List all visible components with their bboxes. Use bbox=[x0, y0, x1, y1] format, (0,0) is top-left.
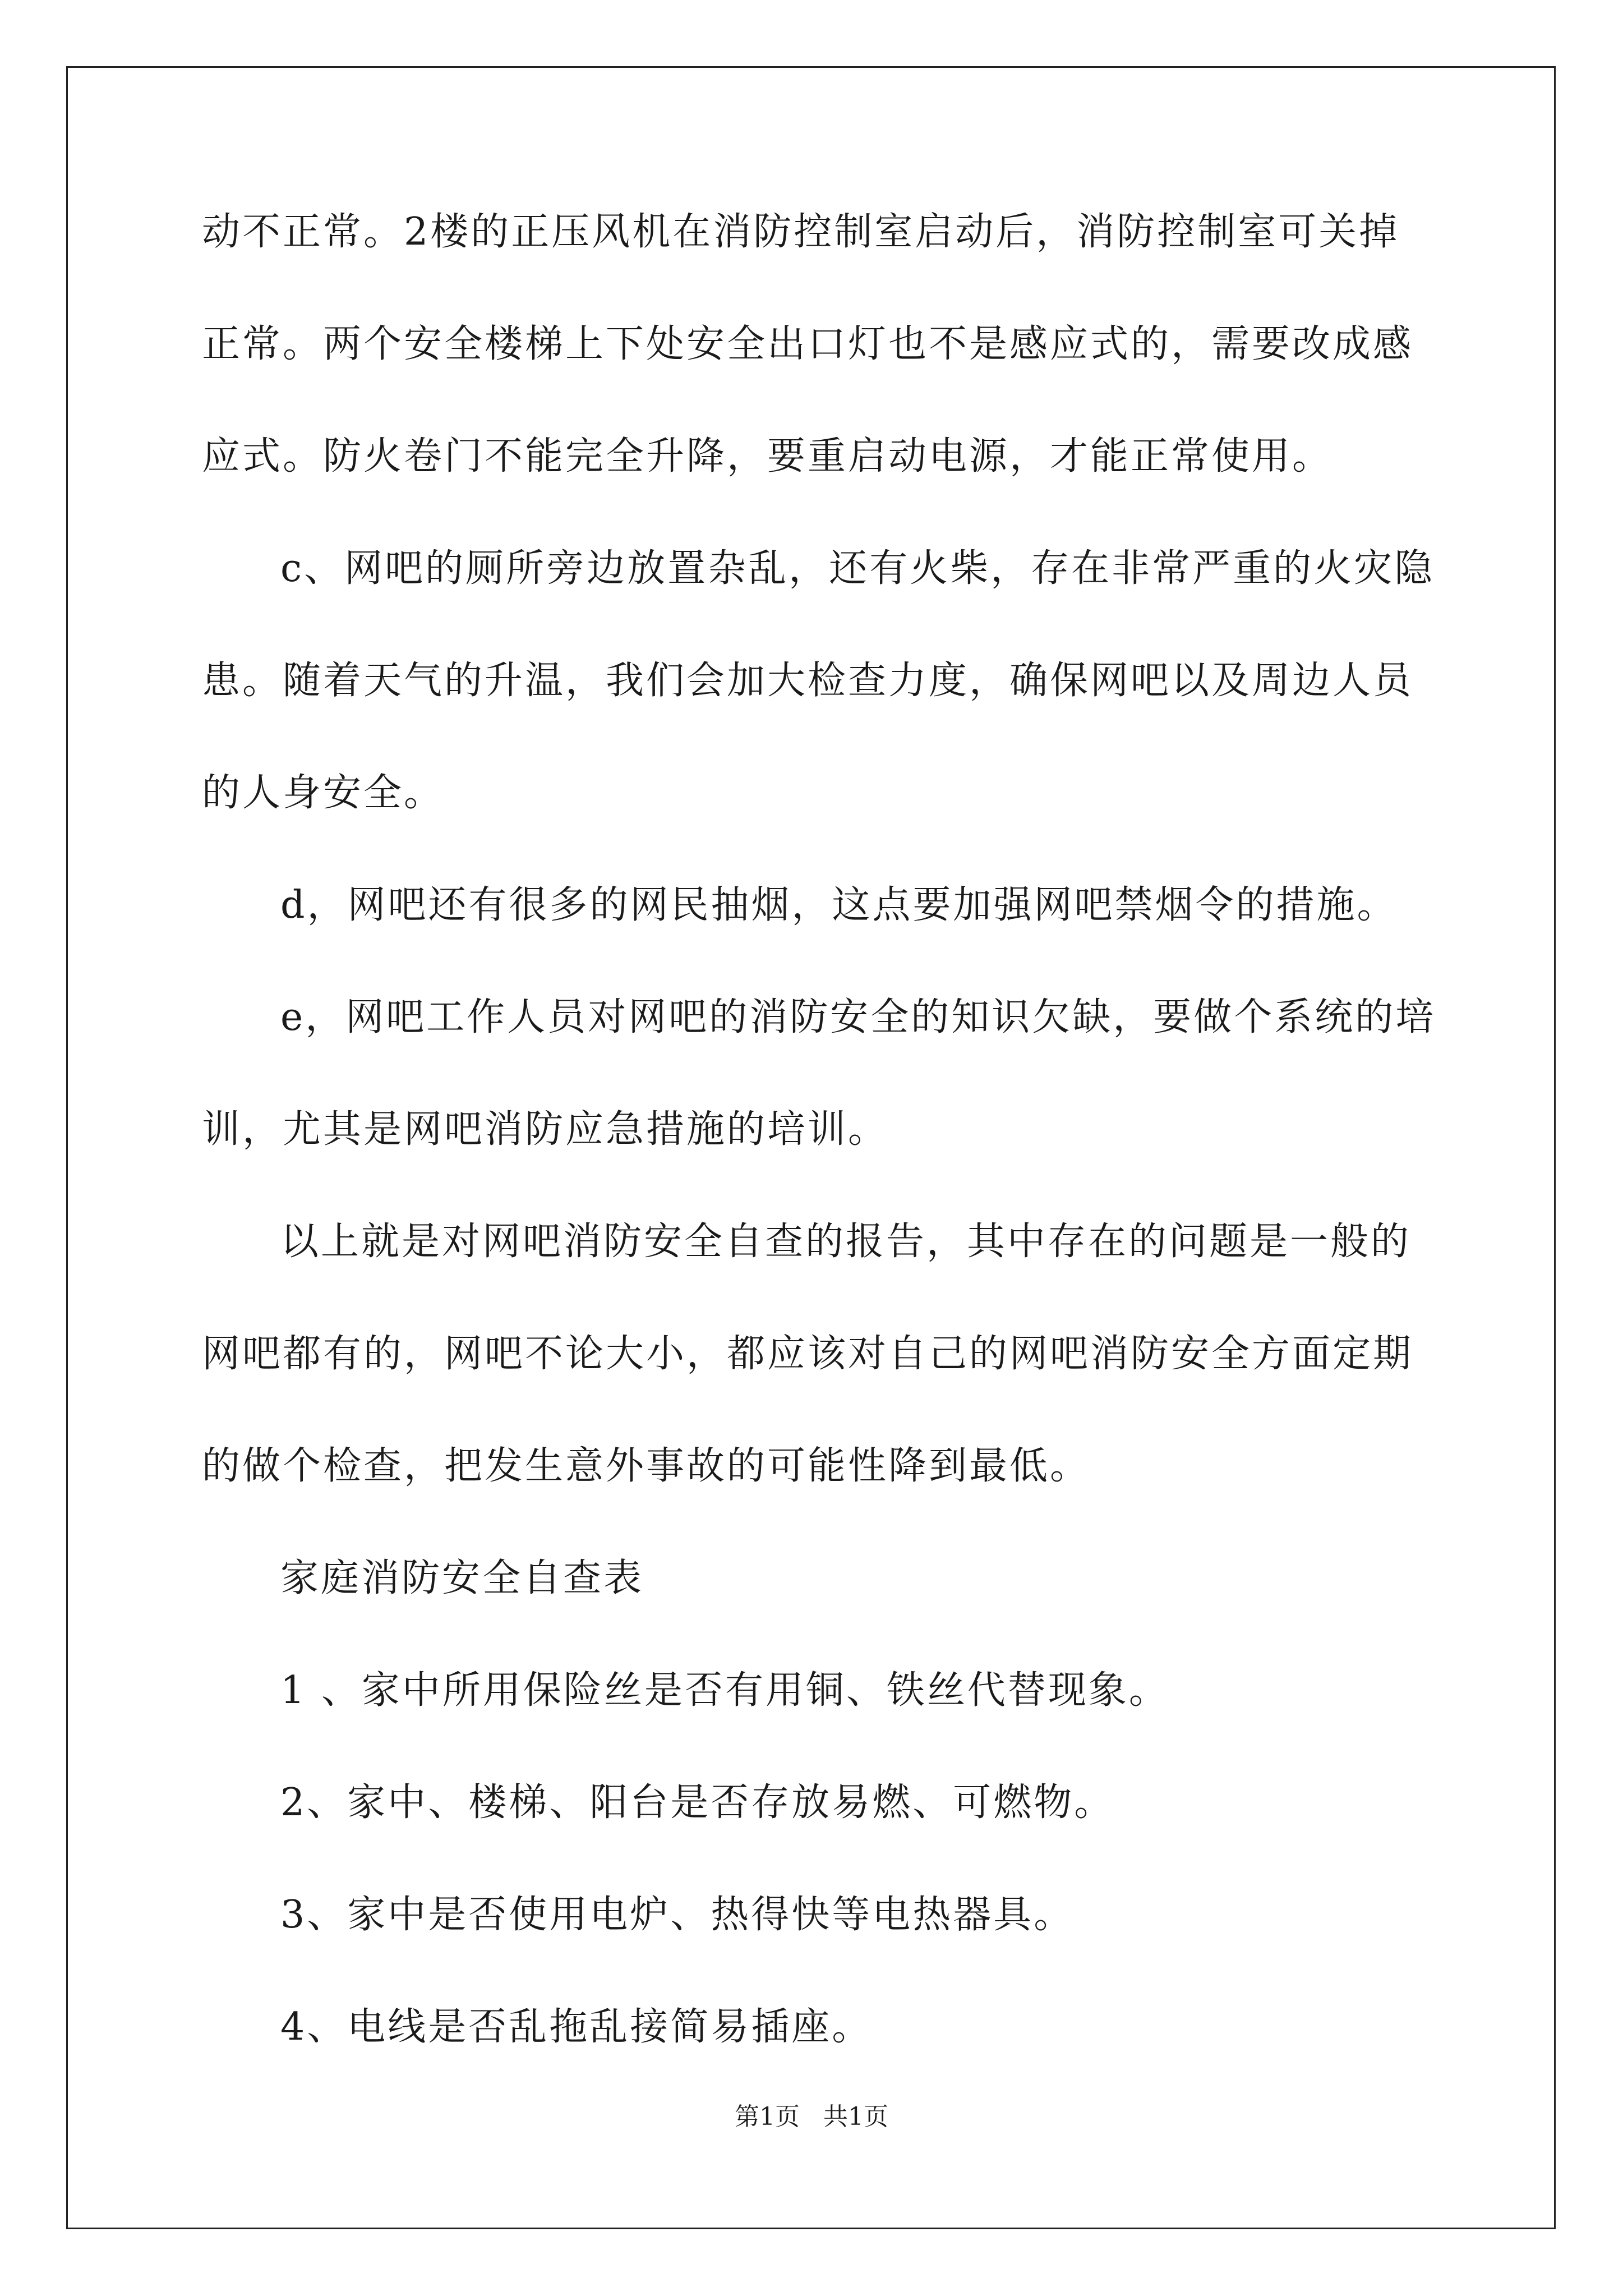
checklist-item: 3、家中是否使用电炉、热得快等电热器具。 bbox=[280, 1893, 1075, 1937]
paragraph-first-line: 以上就是对网吧消防安全自查的报告，其中存在的问题是一般的 bbox=[280, 1220, 1412, 1264]
body-line: 患。随着天气的升温，我们会加大检查力度，确保网吧以及周边人员 bbox=[202, 659, 1414, 703]
paragraph-first-line: d，网吧还有很多的网民抽烟，这点要加强网吧禁烟令的措施。 bbox=[280, 883, 1398, 927]
checklist-item: 2、家中、楼梯、阳台是否存放易燃、可燃物。 bbox=[280, 1780, 1115, 1825]
paragraph-first-line: c、网吧的厕所旁边放置杂乱，还有火柴，存在非常严重的火灾隐 bbox=[280, 546, 1435, 591]
section-heading: 家庭消防安全自查表 bbox=[280, 1556, 644, 1600]
body-line: 应式。防火卷门不能完全升降，要重启动电源，才能正常使用。 bbox=[202, 434, 1333, 478]
checklist-item: 4、电线是否乱拖乱接简易插座。 bbox=[280, 2005, 873, 2049]
paragraph-first-line: e，网吧工作人员对网吧的消防安全的知识欠缺，要做个系统的培 bbox=[280, 995, 1436, 1039]
body-line: 的人身安全。 bbox=[202, 771, 445, 815]
checklist-item: 1 、家中所用保险丝是否有用铜、铁丝代替现象。 bbox=[280, 1668, 1169, 1713]
body-line: 动不正常。2楼的正压风机在消防控制室启动后，消防控制室可关掉 bbox=[202, 210, 1400, 254]
body-line: 网吧都有的，网吧不论大小，都应该对自己的网吧消防安全方面定期 bbox=[202, 1332, 1414, 1376]
page-footer: 第1页 共1页 bbox=[735, 2102, 888, 2131]
body-line: 训，尤其是网吧消防应急措施的培训。 bbox=[202, 1107, 889, 1152]
body-line: 的做个检查，把发生意外事故的可能性降到最低。 bbox=[202, 1444, 1091, 1488]
body-line: 正常。两个安全楼梯上下处安全出口灯也不是感应式的，需要改成感 bbox=[202, 322, 1414, 366]
